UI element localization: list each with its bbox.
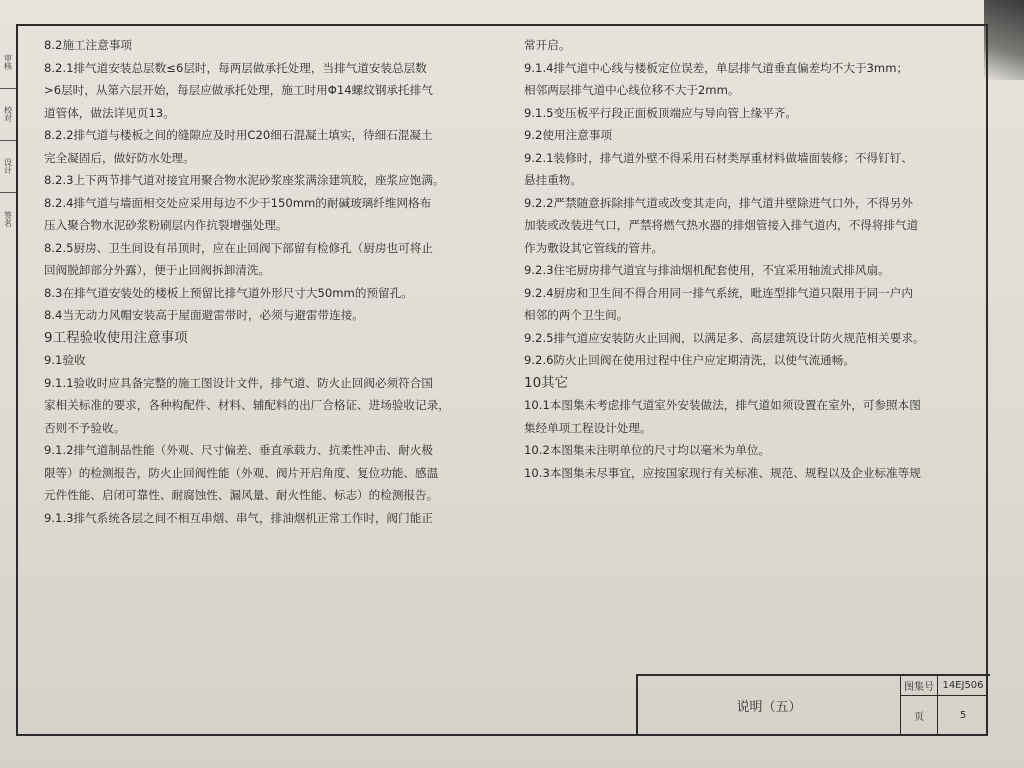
text-line: 加装或改装进气口，严禁将燃气热水器的排烟管接入排气道内，不得将排气道 [524,218,919,232]
text-line: 9.2.5排气道应安装防火止回阀，以满足多、高层建筑设计防火规范相关要求。 [524,330,925,345]
page-value: 5 [959,709,967,721]
text-line: 8.2.4排气道与墙面相交处应采用每边不少于150mm的耐碱玻璃纤维网格布 [44,195,432,210]
text-line: 9.1.1验收时应具备完整的施工图设计文件，排气道、防火止回阀必须符合国 [44,375,433,390]
binding-label: 设计 [3,158,13,174]
text-line: 悬挂重物。 [524,173,582,187]
page-label: 页 [901,696,938,734]
text-line: 压入聚合物水泥砂浆粉刷层内作抗裂增强处理。 [44,218,288,232]
right-text-column [524,34,964,484]
title-block [636,674,990,734]
text-line: 9.2.1装修时，排气道外壁不得采用石材类厚重材料做墙面装修；不得钉钉、 [524,150,913,165]
text-line: 回阀脱卸部分外露），便于止回阀拆卸清洗。 [44,263,271,277]
text-line: 9.1.3排气系统各层之间不相互串烟、串气，排油烟机正常工作时，阀门能正 [44,510,433,525]
binding-label: 审核 [3,54,13,70]
text-line: 限等）的检测报告，防火止回阀性能（外观、阀片开启角度、复位功能、感温 [44,465,439,480]
text-line: 元件性能、启闭可靠性、耐腐蚀性、漏风量、耐火性能、标志）的检测报告。 [44,488,439,502]
text-line: 9.2.2严禁随意拆除排气道或改变其走向，排气道井壁除进气口外，不得另外 [524,195,913,210]
text-line: 9.1.4排气道中心线与楼板定位误差，单层排气道垂直偏差均不大于3mm； [524,60,909,75]
binding-cell-proof [0,88,16,141]
binding-strip [0,36,17,246]
binding-cell-review [0,36,16,89]
text-line: 相邻的两个卫生间。 [524,308,629,322]
section-heading: 10其它 [524,374,569,391]
page-row [901,696,988,734]
text-line: 作为敷设其它管线的管井。 [524,240,664,255]
text-line: 9.2.3住宅厨房排气道宜与排油烟机配套使用，不宜采用轴流式排风扇。 [524,263,890,277]
text-line: 集经单项工程设计处理。 [524,420,652,435]
text-line: 8.2.3上下两节排气道对接宜用聚合物水泥砂浆座浆满涂建筑胶，座浆应饱满。 [44,173,445,187]
section-heading: 9工程验收使用注意事项 [44,329,188,346]
left-text-column [44,34,500,529]
text-line: 9.1.5变压板平行段正面板顶端应与导向管上缘平齐。 [524,105,797,120]
text-line: 常开启。 [524,38,571,52]
text-line: 10.2本图集未注明单位的尺寸均以毫米为单位。 [524,443,771,457]
text-line: 9.1.2排气道制品性能（外观、尺寸偏差、垂直承载力、抗柔性冲击、耐火极 [44,443,433,457]
text-line: 10.1本图集未考虑排气道室外安装做法，排气道如须设置在室外，可参照本图 [524,398,921,412]
text-line: 家相关标准的要求，各种构配件、材料、辅配料的出厂合格证、进场验收记录， [44,398,450,412]
text-line: 8.2.2排气道与楼板之间的缝隙应及时用C20细石混凝土填实，待细石混凝土 [44,128,433,142]
text-line: 9.2使用注意事项 [524,128,613,142]
text-line: 8.4当无动力风帽安装高于屋面避雷带时，必须与避雷带连接。 [44,308,364,322]
text-line: 10.3本图集未尽事宜，应按国家现行有关标准、规范、规程以及企业标准等规 [524,465,921,480]
binding-cell-design [0,140,16,193]
sheet-title: 说明（五） [638,676,901,734]
text-line: 否则不予验收。 [44,420,126,435]
atlas-row [901,676,988,696]
atlas-number-label: 图集号 [901,676,938,695]
drawing-frame [16,24,988,736]
text-line: 8.2.5厨房、卫生间设有吊顶时，应在止回阀下部留有检修孔（厨房也可将止 [44,240,433,255]
text-line: 8.3在排气道安装处的楼板上预留比排气道外形尺寸大50mm的预留孔。 [44,285,413,300]
title-block-grid [901,676,988,734]
binding-label: 校对 [3,106,13,122]
text-line: 8.2.1排气道安装总层数≤6层时，每两层做承托处理，当排气道安装总层数 [44,60,427,75]
text-line: 8.2施工注意事项 [44,38,133,52]
text-line: >6层时，从第六层开始，每层应做承托处理，施工时用Φ14螺纹钢承托排气 [44,83,433,97]
binding-cell-sign [0,192,16,246]
text-line: 9.2.4厨房和卫生间不得合用同一排气系统，毗连型排气道只限用于同一户内 [524,285,913,300]
text-line: 9.2.6防火止回阀在使用过程中住户应定期清洗，以使气流通畅。 [524,353,855,367]
text-line: 相邻两层排气道中心线位移不大于2mm。 [524,83,740,97]
text-line: 9.1验收 [44,353,86,367]
text-line: 道管体，做法详见页13。 [44,105,175,120]
atlas-number-value: 14EJ506 [942,680,984,691]
text-line: 完全凝固后，做好防水处理。 [44,150,195,165]
binding-label: 签名 [3,211,13,227]
photo-corner-shadow [984,0,1024,80]
